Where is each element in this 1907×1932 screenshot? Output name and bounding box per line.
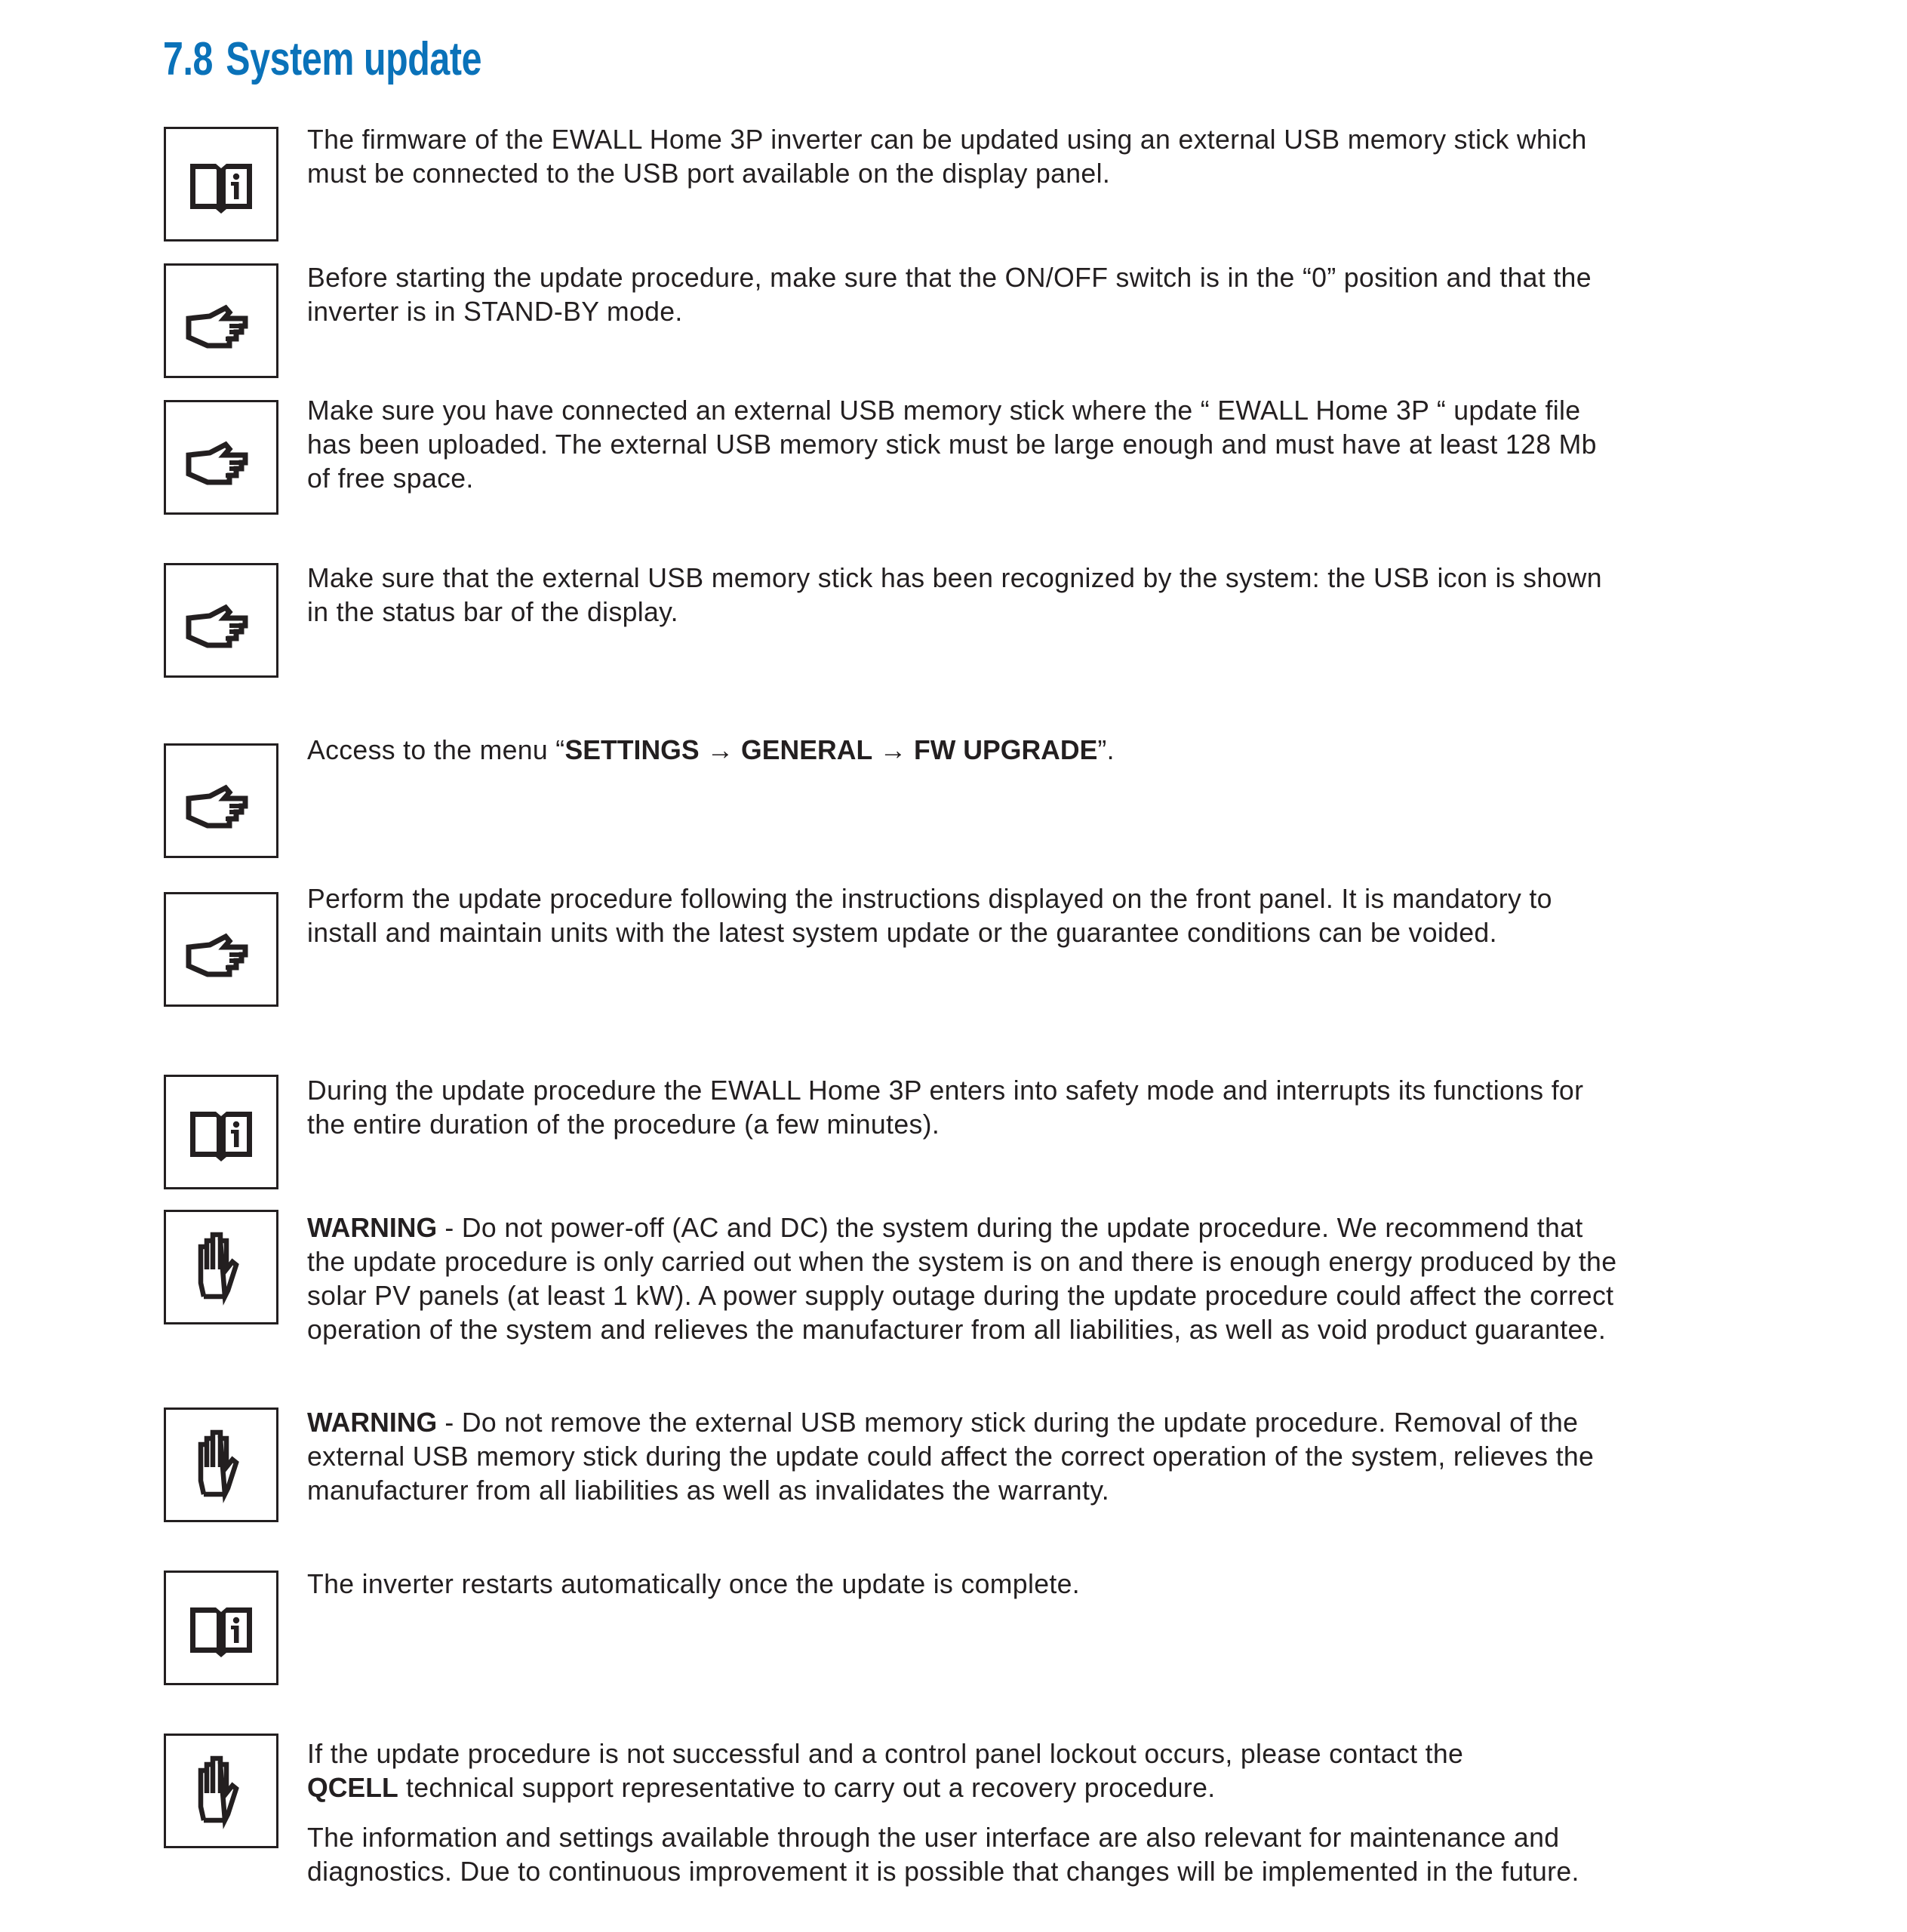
warning-text: - Do not remove the external USB memory stick during the update procedure. Removal of the xyxy=(437,1407,1579,1438)
info-note xyxy=(307,122,1741,190)
maintenance-note xyxy=(307,1820,1741,1888)
text-line: The inverter restarts automatically once the update is complete. xyxy=(307,1568,1081,1599)
pointing-hand-icon xyxy=(164,263,278,378)
text-line: the entire duration of the procedure (a few minutes). xyxy=(307,1109,940,1140)
text-line: During the update procedure the EWALL Home 3P enters into safety mode and interrupts its functions for xyxy=(307,1075,1584,1106)
pointing-hand-icon xyxy=(164,563,278,678)
text-line: inverter is in STAND-BY mode. xyxy=(307,296,683,327)
stop-hand-icon xyxy=(164,1407,278,1522)
pointing-hand-icon xyxy=(164,892,278,1007)
brand-name: QCELL xyxy=(307,1772,398,1803)
text-line: manufacturer from all liabilities as well as invalidates the warranty. xyxy=(307,1475,1109,1506)
text-line: has been uploaded. The external USB memory stick must be large enough and must have at least 128 Mb xyxy=(307,429,1597,460)
section-number: 7.8 xyxy=(163,33,214,85)
warning-note xyxy=(307,1211,1741,1346)
text-line: operation of the system and relieves the manufacturer from all liabilities, as well as void product guarantee. xyxy=(307,1314,1607,1345)
section-heading xyxy=(163,33,481,86)
warning-text: - Do not power-off (AC and DC) the system during the update procedure. We recommend that xyxy=(437,1212,1583,1243)
text-line: must be connected to the USB port available on the display panel. xyxy=(307,158,1111,189)
text-line: Before starting the update procedure, make sure that the ON/OFF switch is in the “0” position and that the xyxy=(307,262,1592,293)
text-line: The firmware of the EWALL Home 3P inverter can be updated using an external USB memory stick which xyxy=(307,124,1587,155)
text-line: diagnostics. Due to continuous improvement it is possible that changes will be implemented in the future. xyxy=(307,1856,1579,1887)
pointing-hand-icon xyxy=(164,400,278,515)
text-line xyxy=(307,1211,1726,1244)
text-line xyxy=(307,733,1726,767)
text-suffix: ”. xyxy=(1097,734,1115,765)
instruction-step xyxy=(307,260,1741,328)
instruction-step xyxy=(307,393,1741,495)
stop-hand-icon xyxy=(164,1210,278,1324)
text-line: external USB memory stick during the update could affect the correct operation of the system, relieves the xyxy=(307,1441,1595,1472)
text-line: in the status bar of the display. xyxy=(307,596,678,627)
warning-label: WARNING xyxy=(307,1212,438,1243)
text-rest: technical support representative to carry out a recovery procedure. xyxy=(398,1772,1216,1803)
book-info-icon xyxy=(164,1571,278,1685)
stop-hand-icon xyxy=(164,1734,278,1848)
text-line: Perform the update procedure following the instructions displayed on the front panel. It is mandatory to xyxy=(307,883,1552,914)
text-line: of free space. xyxy=(307,463,474,494)
book-info-icon xyxy=(164,1075,278,1189)
instruction-step xyxy=(307,881,1741,949)
section-title: System update xyxy=(226,33,482,85)
support-note xyxy=(307,1737,1741,1888)
warning-note xyxy=(307,1405,1741,1507)
info-note xyxy=(307,1567,1741,1601)
text-line: the update procedure is only carried out when the system is on and there is enough energy produced by the xyxy=(307,1246,1617,1277)
instruction-step xyxy=(307,733,1741,767)
text-line: If the update procedure is not successful and a control panel lockout occurs, please contact the xyxy=(307,1738,1464,1769)
text-line xyxy=(307,1405,1726,1439)
instruction-step xyxy=(307,561,1741,629)
info-note xyxy=(307,1073,1741,1141)
menu-path: SETTINGS → GENERAL → FW UPGRADE xyxy=(564,734,1098,765)
text-line: install and maintain units with the latest system update or the guarantee conditions can be voided. xyxy=(307,917,1497,948)
book-info-icon xyxy=(164,127,278,242)
text-line: Make sure that the external USB memory stick has been recognized by the system: the USB icon is shown xyxy=(307,562,1602,593)
pointing-hand-icon xyxy=(164,743,278,858)
text-line: The information and settings available through the user interface are also relevant for maintenance and xyxy=(307,1822,1560,1853)
text-line xyxy=(307,1770,1726,1804)
warning-label: WARNING xyxy=(307,1407,438,1438)
text-line: solar PV panels (at least 1 kW). A power supply outage during the update procedure could affect the correct xyxy=(307,1280,1614,1311)
text-prefix: Access to the menu “ xyxy=(307,734,565,765)
text-line: Make sure you have connected an external USB memory stick where the “ EWALL Home 3P “ update file xyxy=(307,395,1581,426)
